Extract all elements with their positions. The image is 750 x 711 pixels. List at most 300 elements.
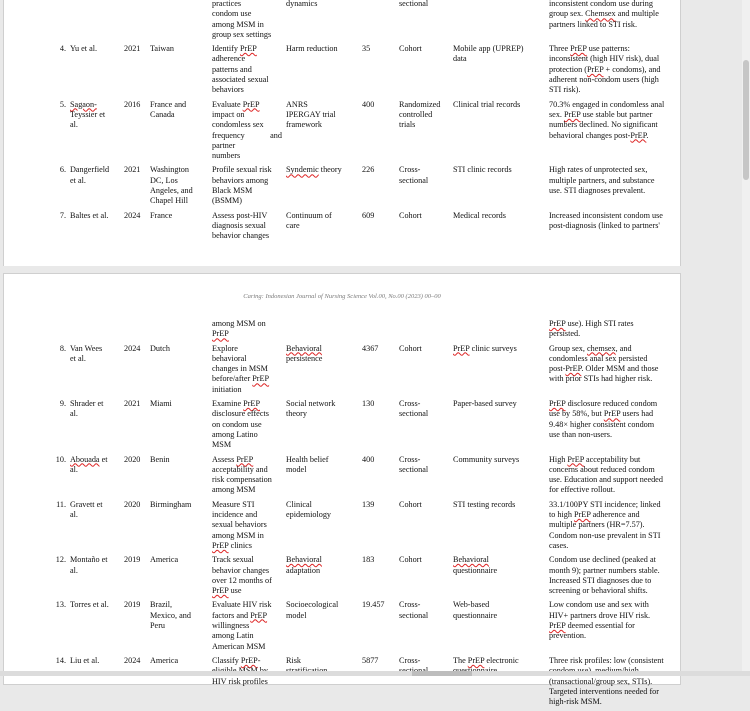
purpose-cell [210,656,284,711]
year-cell [122,0,148,44]
year-cell: 2024 [124,343,141,353]
cell-line: persisted. [549,329,581,339]
cell-line: group sex settings [212,29,272,39]
author-cell [68,165,122,210]
sample-size-cell: 19.457 [362,600,385,610]
framework-cell [284,165,360,210]
cell-line: adaptation [286,565,321,575]
cell-line: diagnosis sexual [212,220,266,230]
cell-line: et al. [70,353,86,363]
cell-line: before/after PrEP [212,374,270,384]
author-cell [68,0,122,44]
cell-line: Social network [286,399,336,409]
data-collection-cell [451,44,547,99]
cell-line: Community surveys [453,454,520,464]
running-header: Caring: Indonesian Journal of Nursing Science Vol.00, No.00 (2023) 00–00 [243,293,441,300]
cell-line: questionnaire [453,565,498,575]
purpose-cell [210,0,284,44]
purpose-cell [210,344,284,399]
table-row-continued [44,319,696,344]
author-cell [68,100,122,166]
cell-line: Cohort [399,343,422,353]
cell-line: Track sexual [212,555,254,565]
cell-line: on condom use [212,419,262,429]
cell-line: MSM [212,440,232,450]
document-page-1 [3,0,681,268]
cell-line: France [150,210,173,220]
cell-line: Examine PrEP [212,399,260,409]
cell-line: inconsistent condom use during [549,0,653,8]
cell-line: initiation [212,384,242,394]
studies-table-page-1 [44,0,696,246]
author-cell [68,399,122,454]
cell-line: Increased inconsistent condom use [549,210,663,220]
cell-line: impact on [212,109,245,119]
cell-line: risk compensation [212,475,272,485]
cell-line: Miami [150,399,172,409]
data-collection-cell [451,0,547,44]
cell-line: Cross- [399,454,421,464]
table-row [44,500,696,555]
cell-line: (BSMM) [212,196,243,206]
author-cell [68,211,122,246]
cell-line: over 12 months of [212,575,272,585]
cell-line: France and [150,99,187,109]
cell-line: Abouada et [70,454,108,464]
cell-line: al. [70,510,78,520]
purpose-cell [210,44,284,99]
cell-line: model [286,464,307,474]
cell-line: Mexico, and [150,610,191,620]
cell-line: associated sexual [212,75,269,85]
cell-line: PrEP use). High STI rates [549,319,634,328]
cell-line: Cohort [399,44,422,54]
author-cell [68,319,122,344]
author-cell [68,656,122,711]
design-cell [397,600,451,655]
cell-line: HIV+ partners drove HIV risk. [549,610,651,620]
cell-line: Socioecological [286,600,339,610]
cell-line: Chapel Hill [150,196,188,206]
cell-line: model [286,610,307,620]
row-number: 14. [55,655,66,665]
findings-cell [547,44,696,99]
cell-line: High rates of unprotected sex, [549,165,648,175]
cell-line: PrEP deemed essential for [549,621,635,631]
purpose-cell [210,600,284,655]
sample-size-cell: 5877 [362,655,379,665]
data-collection-cell [451,100,547,166]
cell-line: condomless sex [212,120,264,130]
purpose-cell [210,399,284,454]
sample-size-cell: 609 [362,210,375,220]
cell-line: screening or behavioral shifts. [549,586,648,596]
findings-cell [547,211,696,246]
cell-line: PrEP clinic surveys [453,343,517,353]
data-collection-cell [451,500,547,555]
cell-line: adherence [212,54,246,64]
findings-cell [547,344,696,399]
location-cell [148,656,210,711]
year-cell: 2024 [124,210,141,220]
cell-line: Birmingham [150,499,192,509]
cell-line: Dangerfield [70,165,110,175]
table-row [44,555,696,600]
cell-line: partners linked to STI risk. [549,19,637,29]
table-row [44,656,696,711]
author-cell [68,44,122,99]
design-cell: sectional [399,0,429,8]
cell-line: inconsistent (high HIV risk), dual [549,54,660,64]
row-number: 7. [59,210,66,220]
cell-line: Clinical trial records [453,99,521,109]
cell-line: Cross- [399,600,421,610]
cell-line: STI clinic records [453,165,512,175]
location-cell [148,555,210,600]
sample-size-cell [360,0,397,44]
design-cell [397,500,451,555]
cell-line: Baltes et al. [70,210,109,220]
cell-line: use by 58%, but PrEP users had [549,409,654,419]
year-cell: 2016 [124,99,141,109]
findings-cell [547,165,696,210]
findings-cell [547,319,696,344]
cell-line: behavioral changes post-PrEP. [549,130,649,140]
purpose-cell [210,319,284,344]
cell-line: al. [70,120,78,130]
row-number: 10. [55,454,66,464]
cell-line: behaviors [212,85,244,95]
vertical-scroll-thumb[interactable] [743,60,749,180]
cell-line: sex. PrEP use stable but partner [549,109,653,119]
cell-line: theory [286,409,307,419]
row-number: 6. [59,165,66,175]
framework-cell [284,44,360,99]
year-cell: 2019 [124,600,141,610]
cell-line: Condom non-use prevalent in STI [549,530,661,540]
cell-line: Yu et al. [70,44,98,54]
cell-line: trials [399,120,416,130]
cell-line: condom use [212,9,252,19]
cell-line: Medical records [453,210,506,220]
cell-line: Evaluate HIV risk [212,600,272,610]
cell-line: group sex. Chemsex and multiple [549,9,659,19]
cell-line: Health belief [286,454,329,464]
table-row-continued [44,0,696,44]
findings-cell [547,100,696,166]
cell-line: Three risk profiles: low (consistent [549,655,664,665]
design-cell [397,165,451,210]
cell-line: controlled [399,109,433,119]
author-cell [68,455,122,500]
cell-line: protection (PrEP + condoms), and [549,64,661,74]
purpose-cell [210,211,284,246]
purpose-cell [210,165,284,210]
cell-line: PrEP [212,329,229,339]
cell-line: IPERGAY trial [286,109,336,119]
cell-line: framework [286,120,322,130]
sample-size-cell: 400 [362,454,375,464]
cell-line: Sagaon- [70,99,97,109]
cell-line: Three PrEP use patterns: [549,44,630,54]
sample-size-cell: 139 [362,499,375,509]
cell-line: Peru [150,621,166,631]
cell-line: ANRS [286,99,308,109]
cell-line: for effective rollout. [549,485,616,495]
cell-line: multiple partners, and substance [549,175,655,185]
findings-cell [547,500,696,555]
cell-line: Washington [150,165,189,175]
sample-size-cell: 183 [362,555,375,565]
author-cell [68,500,122,555]
design-cell [397,319,451,344]
location-cell [148,0,210,44]
location-cell [148,165,210,210]
data-collection-cell [451,165,547,210]
cell-line: use than non-users. [549,429,612,439]
table-row [44,165,696,210]
cell-line: Cross- [399,655,421,665]
row-number: 5. [59,99,66,109]
cell-line: Classify PrEP- [212,655,261,665]
framework-cell [284,555,360,600]
framework-cell [284,455,360,500]
framework-cell [284,399,360,454]
cell-line: epidemiology [286,510,332,520]
design-cell [397,455,451,500]
framework-cell [284,211,360,246]
cell-line: Syndemic theory [286,165,342,175]
location-cell [148,44,210,99]
purpose-cell [210,100,284,166]
cell-line: sectional [399,175,429,185]
cell-line: al. [70,565,78,575]
vertical-scrollbar[interactable] [742,0,750,676]
data-collection-cell [451,319,547,344]
cell-line: use. Education and support needed [549,475,663,485]
cell-line: al. [70,409,78,419]
purpose-cell [210,555,284,600]
cell-line: PrEP use [212,586,242,596]
cell-line: incidence and [212,510,258,520]
cell-line: with prior STIs had higher risk. [549,374,653,384]
year-cell: 2021 [124,399,141,409]
sample-size-cell [360,319,397,344]
cell-line: Montaño et [70,555,108,565]
location-cell [148,399,210,454]
cell-line: Van Wees [70,343,103,353]
location-cell [148,211,210,246]
row-number: 8. [59,343,66,353]
document-page-2 [3,273,681,707]
cell-line: (transactional/group sex, STIs). [549,676,653,686]
cell-line: DC, Los [150,175,178,185]
cell-line: Cross- [399,165,421,175]
cell-line: Behavioral [453,555,489,565]
cell-line: prevention. [549,631,587,641]
cell-line: Cohort [399,210,422,220]
cell-line: Cross- [399,399,421,409]
cell-line: Liu et al. [70,655,100,665]
cell-line: among MSM [212,485,256,495]
year-cell: 2020 [124,454,141,464]
row-number: 12. [55,555,66,565]
design-cell [397,211,451,246]
framework-cell [284,344,360,399]
cell-line: factors and PrEP [212,610,268,620]
horizontal-scroll-thumb[interactable] [412,671,472,676]
findings-cell [547,399,696,454]
design-cell [397,555,451,600]
data-collection-cell [451,555,547,600]
location-cell [148,344,210,399]
cell-line: STI risk). [549,85,581,95]
cell-line: Shrader et [70,399,104,409]
findings-cell [547,555,696,600]
cell-line: HIV risk profiles [212,676,268,686]
cell-line: Cohort [399,555,422,565]
cell-line: numbers [212,151,241,161]
cell-line: PrEP clinics [212,540,252,550]
cell-line: Randomized [399,99,441,109]
cell-line: Evaluate PrEP [212,99,260,109]
cell-line: behavioral [212,353,247,363]
cell-line: among Latin [212,631,254,641]
cell-line: 33.1/100PY STI incidence; linked [549,499,661,509]
cell-line: Risk [286,655,302,665]
cell-line: Benin [150,454,170,464]
design-cell [397,656,451,711]
cell-line: among Latino [212,429,258,439]
cell-line: Taiwan [150,44,174,54]
cell-line: high-risk MSM. [549,697,602,707]
cell-line: sexual behaviors [212,520,267,530]
cell-line: 9.48× higher consistent condom [549,419,655,429]
cell-line: Web-based [453,600,490,610]
cell-line: persistence [286,353,323,363]
framework-cell: dynamics [286,0,318,8]
findings-cell [547,0,696,44]
cell-line: PrEP disclosure reduced condom [549,399,658,409]
cell-line: concerns about reduced condom [549,464,655,474]
cell-line: American MSM [212,641,266,651]
cell-line: disclosure effects [212,409,269,419]
cell-line: post-diagnosis (linked to partners' [549,220,660,230]
cell-line: Profile sexual risk [212,165,272,175]
cell-line: multiple partners (HR=7.57). [549,520,645,530]
cell-line: Low condom use and sex with [549,600,649,610]
design-cell [397,44,451,99]
cell-line: Teyssier et [70,109,106,119]
cell-line: Condom use declined (peaked at [549,555,656,565]
cell-line: to high PrEP adherence and [549,510,640,520]
cell-line: changes in MSM [212,364,268,374]
purpose-cell [210,500,284,555]
cell-line: Angeles, and [150,186,193,196]
cell-line: Cohort [399,499,422,509]
framework-cell [284,500,360,555]
cell-line: High PrEP acceptability but [549,454,641,464]
horizontal-scrollbar[interactable] [0,671,750,676]
cell-line: Continuum of [286,210,332,220]
data-collection-cell [451,455,547,500]
cell-line: questionnaire [453,610,498,620]
cell-line: cases. [549,540,569,550]
cell-line: Behavioral [286,555,322,565]
table-row [44,600,696,655]
cell-line: America [150,555,179,565]
row-number: 4. [59,44,66,54]
sample-size-cell: 35 [362,44,371,54]
cell-line: patterns and [212,64,252,74]
cell-line: willingness [212,621,250,631]
design-cell [397,100,451,166]
cell-line: practices [212,0,242,8]
location-cell [148,500,210,555]
cell-line: sectional [399,610,429,620]
data-collection-cell [451,344,547,399]
row-number [44,0,68,44]
cell-line: Group sex, chemsex, and [549,343,632,353]
row-number: 9. [59,399,66,409]
cell-line: Assess post-HIV [212,210,268,220]
data-collection-cell [451,656,547,711]
year-cell: 2021 [124,165,141,175]
row-number [44,319,68,344]
table-row [44,100,696,166]
cell-line: Gravett et [70,499,103,509]
cell-line: Identify PrEP [212,44,257,54]
cell-line: Dutch [150,343,171,353]
year-cell: 2021 [124,44,141,54]
data-collection-cell [451,211,547,246]
table-row [44,399,696,454]
author-cell [68,344,122,399]
location-cell [148,100,210,166]
framework-cell [284,319,360,344]
cell-line: Black MSM [212,186,253,196]
sample-size-cell: 4367 [362,343,379,353]
row-number: 11. [56,499,66,509]
cell-line: sectional [399,464,429,474]
findings-cell [547,656,696,711]
data-collection-cell [451,399,547,454]
cell-line: numbers declined. No significant [549,120,658,130]
cell-line: Assess PrEP [212,454,254,464]
findings-cell [547,600,696,655]
design-cell [397,399,451,454]
cell-line: al. [70,464,78,474]
location-cell [148,600,210,655]
data-collection-cell [451,600,547,655]
cell-line: et al. [70,175,86,185]
framework-cell [284,600,360,655]
cell-line: among MSM in [212,19,264,29]
table-row [44,344,696,399]
cell-line: Mobile app (UPREP) [453,44,524,54]
cell-line: Clinical [286,499,312,509]
row-number: 13. [55,600,66,610]
year-cell [122,319,148,344]
findings-cell [547,455,696,500]
cell-line: America [150,655,179,665]
location-cell [148,455,210,500]
cell-line: acceptability and [212,464,268,474]
cell-line: Brazil, [150,600,173,610]
cell-line: care [286,220,300,230]
cell-line: Explore [212,343,238,353]
framework-cell [284,656,360,711]
